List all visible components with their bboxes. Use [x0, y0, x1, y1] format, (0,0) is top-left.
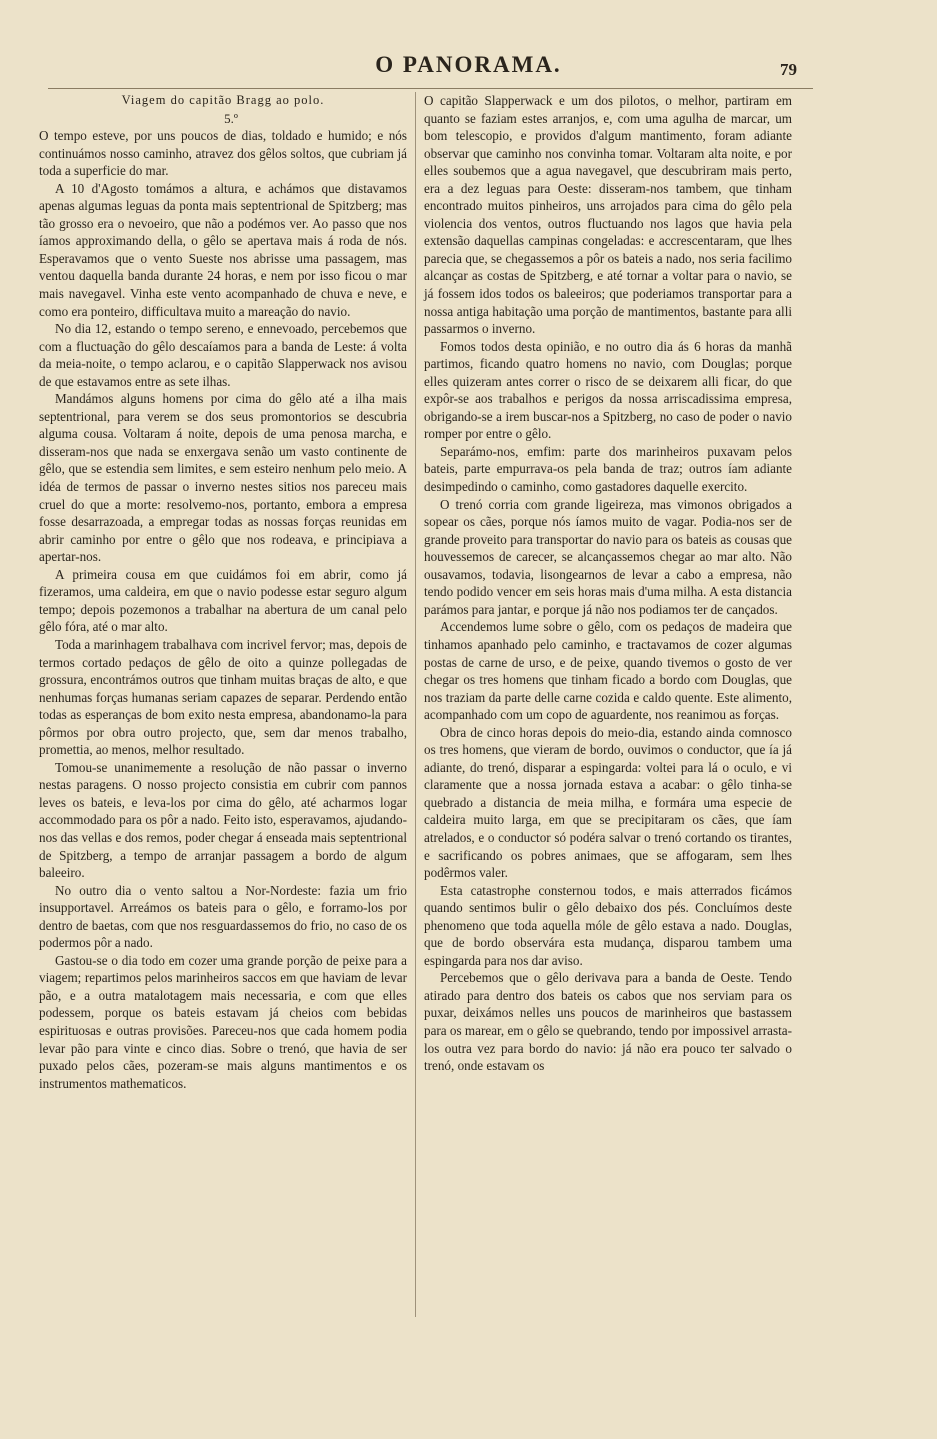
- section-number: 5.º: [224, 110, 238, 126]
- paragraph: O capitão Slapperwack e um dos pilotos, o melhor, partiram em quanto se faziam estes arranjos, e, com uma agulha de marcar, um bom telescopio, e providos d'algum mantimento, foram adiante observar que caminho nos convinha tomar. Voltaram alta noite, e por elles soubemos que a agua navegavel, que descubriram mais perto, era a dez leguas para Oeste: disseram-nos tambem, que tinham encontrado muitos pinheiros, uns arrojados para cima do gêlo pela violencia dos ventos, outros fluctuando nos lagos que havia pela extensão daquellas campinas congeladas: e accrescentaram, que lhes parecia que, se chegassemos a pôr os bateis a nado, nos seria facilimo alcançar as costas de Spitzberg, e até tornar a voltar para o navio, se já fossem idos todos os baleeiros; que poderiamos transportar para a nossa antiga habitação uma porção de mantimentos, bastante para alli passarmos o inverno.: [424, 93, 792, 337]
- header-rule: [48, 88, 813, 89]
- paragraph: Toda a marinhagem trabalhava com incrivel fervor; mas, depois de termos cortado pedaços de gêlo de oito a quinze pollegadas de grossura, encontrámos outros que tinham muitas braças de alto, e que nenhumas forças humanas seriam capazes de separar. Perdendo então todas as esperanças de bom exito nesta empresa, abandonamo-la para pôrmos por obra outro projecto, que, sem dar menos trabalho, promettia, ao menos, melhor resultado.: [39, 636, 407, 758]
- paragraph: Tomou-se unanimemente a resolução de não passar o inverno nestas paragens. O nosso projecto consistia em cubrir com pannos leves os bateis, e leva-los por cima do gêlo, até acharmos logar accommodado para os pôr a nado. Feito isto, esperavamos, ajudando-nos das vellas e dos remos, poder chegar á enseada mais septentrional de Spitzberg, a tempo de arranjar passagem a bordo de algum baleeiro.: [39, 759, 407, 881]
- paragraph: Esta catastrophe consternou todos, e mais atterrados ficámos quando sentimos bulir o gêlo debaixo dos pés. Concluímos deste phenomeno que toda aquella móle de gêlo estava a nado. Douglas, que de bordo observára esta mudança, disparou tambem uma espingarda para nos dar aviso.: [424, 882, 792, 968]
- paragraph: Percebemos que o gêlo derivava para a banda de Oeste. Tendo atirado para dentro dos bateis os cabos que nos serviam para os puxar, deixámos nelles uns poucos de marinheiros que bastassem para os marear, em o gêlo se quebrando, tendo por impossivel arrasta-los outra vez para bordo do navio: já não era pouco ter salvado o trenó, onde estavam os: [424, 970, 792, 1074]
- right-column: [424, 92, 792, 1075]
- paragraph: No dia 12, estando o tempo sereno, e ennevoado, percebemos que com a fluctuação do gêlo descaíamos para a banda de Leste: á volta da meia-noite, o tempo aclarou, e o capitão Slapperwack nos avisou de que estavamos entre as sete ilhas.: [39, 321, 407, 389]
- paragraph: No outro dia o vento saltou a Nor-Nordeste: fazia um frio insupportavel. Arreámos os bateis para o gêlo, e forramo-los por dentro de baetas, com que nos resguardassemos do frio, no caso de os podermos pôr a nado.: [39, 882, 407, 951]
- paragraph: Accendemos lume sobre o gêlo, com os pedaços de madeira que tinhamos apanhado pelo caminho, e tractavamos de cozer algumas postas de carne de urso, e de peixe, quando tivemos o gosto de ver chegar os tres homens que tinham ficado a bordo com Douglas, que nos traziam da parte delle carne cozida e caldo quente. Este alimento, acompanhado com um copo de aguardente, nos reanimou as forças.: [424, 619, 792, 723]
- column-divider: [415, 92, 416, 1317]
- paragraph: Gastou-se o dia todo em cozer uma grande porção de peixe para a viagem; repartimos pelos marinheiros saccos em que haviam de levar pão, e a outra matalotagem mais necessaria, e com que elles podessem, porque os bateis estavam já cheios com bebidas espirituosas e outras provisões. Pareceu-nos que cada homem podia levar pão para vinte e cinco dias. Sobre o trenó, que havia de ser puxado pelos cães, pozeram-se mais alguns mantimentos e os instrumentos mathematicos.: [39, 952, 407, 1091]
- paragraph: A primeira cousa em que cuidámos foi em abrir, como já fizeramos, uma caldeira, em que o navio podesse estar seguro algum tempo; depois pozemonos a trabalhar na abertura de um canal pelo gêlo fóra, até o mar alto.: [39, 566, 407, 635]
- paragraph: Mandámos alguns homens por cima do gêlo até a ilha mais septentrional, para verem se dos seus promontorios se descubria alguma cousa. Voltaram á noite, depois de uma penosa marcha, e disseram-nos que nada se enxergava senão um vasto continente de gêlo, que se estendia sem limites, e sem esteiro nenhum pelo meio. A idéa de termos de passar o inverno nestes sitios nos pareceu mais cruel do que a morte: resolvemo-nos, portanto, embora a empresa fosse desarrazoada, a empregar todas as nossas forças reunidas em abrir caminho por entre o gêlo que nos rodeava, e principiava a apertar-nos.: [39, 391, 407, 565]
- paragraph: O tempo esteve, por uns poucos de dias, toldado e humido; e nós continuámos nosso caminho, atravez dos gêlos soltos, que cubriam já toda a superficie do mar.: [39, 128, 407, 179]
- left-column: [39, 92, 407, 1092]
- running-title: O PANORAMA.: [375, 52, 562, 77]
- paragraph: Fomos todos desta opinião, e no outro dia ás 6 horas da manhã partimos, ficando quatro homens no navio, com Douglas; porque elles quizeram antes correr o risco de se deixarem alli ficar, do que expôr-se aos trabalhos e perigos da nossa arriscadissima empresa, obrigando-se a irem buscar-nos a Spitzberg, no caso de poder o navio romper por entre o gêlo.: [424, 338, 792, 442]
- paragraph: Separámo-nos, emfim: parte dos marinheiros puxavam pelos bateis, parte empurrava-os pela banda de traz; outros íam adiante desimpedindo o caminho, como gastadores daquelle exercito.: [424, 443, 792, 495]
- paragraph: Obra de cinco horas depois do meio-dia, estando ainda comnosco os tres homens, que vieram de bordo, ouvimos o conductor, que ía já adiante, do trenó, disparar a espingarda: voltei para lá o oculo, e vi claramente que a nossa jornada estava a acabar: o gêlo tinha-se quebrado a distancia de meia milha, e formára uma especie de caldeira muito larga, em que se precipitaram os cães, que íam atrelados, e o conductor só podéra salvar o trenó cortando os tirantes, e sacrificando os pobres animaes, que se affogaram, sem lhes podêrmos valer.: [424, 724, 792, 881]
- page-number: 79: [780, 60, 797, 79]
- article-heading: Viagem do capitão Bragg ao polo.: [121, 93, 325, 107]
- paragraph: A 10 d'Agosto tomámos a altura, e achámos que distavamos apenas algumas leguas da ponta mais septentrional de Spitzberg; mas tão grosso era o nevoeiro, que não a podémos ver. Ao passo que nos íamos approximando della, o gêlo se apertava mais á roda de nós. Esperavamos que o vento Sueste nos abrisse uma passagem, mas ventou daquella banda durante 24 horas, e nem por isso ficou o mar mais navegavel. Vinha este vento acompanhado de chuva e neve, e como era ponteiro, difficultava muito a mareação do navio.: [39, 180, 407, 319]
- paragraph: O trenó corria com grande ligeireza, mas vimonos obrigados a sopear os cães, porque nós íamos muito de vagar. Podia-nos ser de grande proveito para transportar do navio para os bateis as cousas que houvessemos de carecer, se alcançassemos chegar ao mar alto. Não ousavamos, todavia, lisongearnos de levar a cabo a empresa, não tendo podido vencer em seis horas mais d'uma milha. A esta distancia parámos para jantar, e porque já não nos podiamos ter de cançados.: [424, 496, 792, 617]
